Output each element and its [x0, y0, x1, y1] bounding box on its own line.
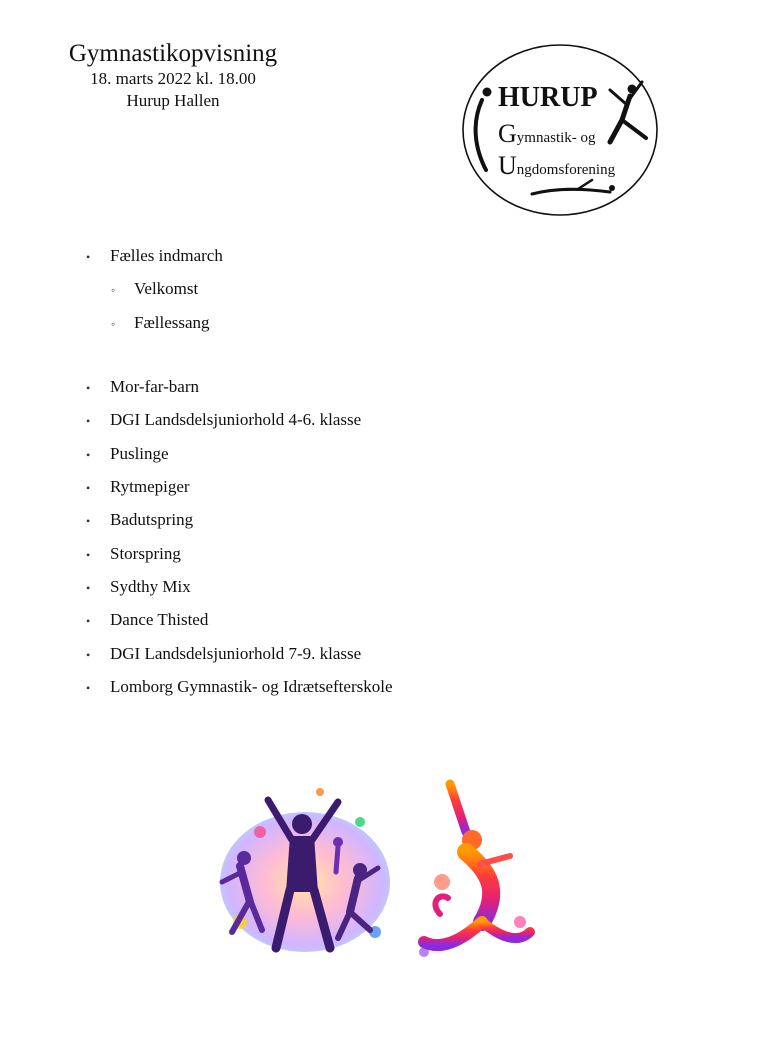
program-item: Badutspring: [110, 510, 194, 529]
program-item: Storspring: [110, 544, 181, 563]
dancers-artwork: [210, 772, 560, 992]
program-item-opening: Fælles indmarch: [110, 246, 223, 265]
sub-bullet-icon: ◦: [111, 317, 116, 331]
logo-line-3: Ungdomsforening: [498, 151, 616, 180]
event-date: 18. marts 2022 kl. 18.00: [90, 69, 256, 88]
program-subitem: Velkomst: [134, 279, 199, 298]
program-item: DGI Landsdelsjuniorhold 7-9. klasse: [110, 644, 362, 663]
bullet-icon: •: [86, 548, 91, 562]
sub-bullet-icon: ◦: [111, 283, 116, 297]
event-venue: Hurup Hallen: [126, 91, 220, 110]
bullet-icon: •: [86, 481, 91, 495]
logo-line-2: Gymnastik- og: [498, 119, 596, 148]
bullet-icon: •: [86, 414, 91, 428]
event-title: Gymnastikopvisning: [68, 40, 278, 67]
program-item: Rytmepiger: [110, 477, 190, 496]
bullet-icon: •: [86, 581, 91, 595]
bullet-icon: •: [86, 448, 91, 462]
program-subitem: Fællessang: [134, 313, 210, 332]
bullet-icon: •: [86, 648, 91, 662]
program-item: Puslinge: [110, 444, 169, 463]
program-item: Lomborg Gymnastik- og Idrætsefterskole: [110, 677, 393, 696]
bullet-icon: •: [86, 514, 91, 528]
program-item: DGI Landsdelsjuniorhold 4-6. klasse: [110, 410, 362, 429]
bullet-icon: •: [86, 681, 91, 695]
dancer-silhouette-icon: [419, 784, 530, 957]
program-item: Dance Thisted: [110, 610, 209, 629]
jumping-silhouettes-icon: [220, 788, 390, 952]
bullet-icon: •: [86, 381, 91, 395]
bullet-icon: •: [86, 250, 91, 264]
logo-line-1: HURUP: [498, 82, 598, 113]
program-item: Sydthy Mix: [110, 577, 191, 596]
bullet-icon: •: [86, 614, 91, 628]
program-item: Mor-far-barn: [110, 377, 199, 396]
